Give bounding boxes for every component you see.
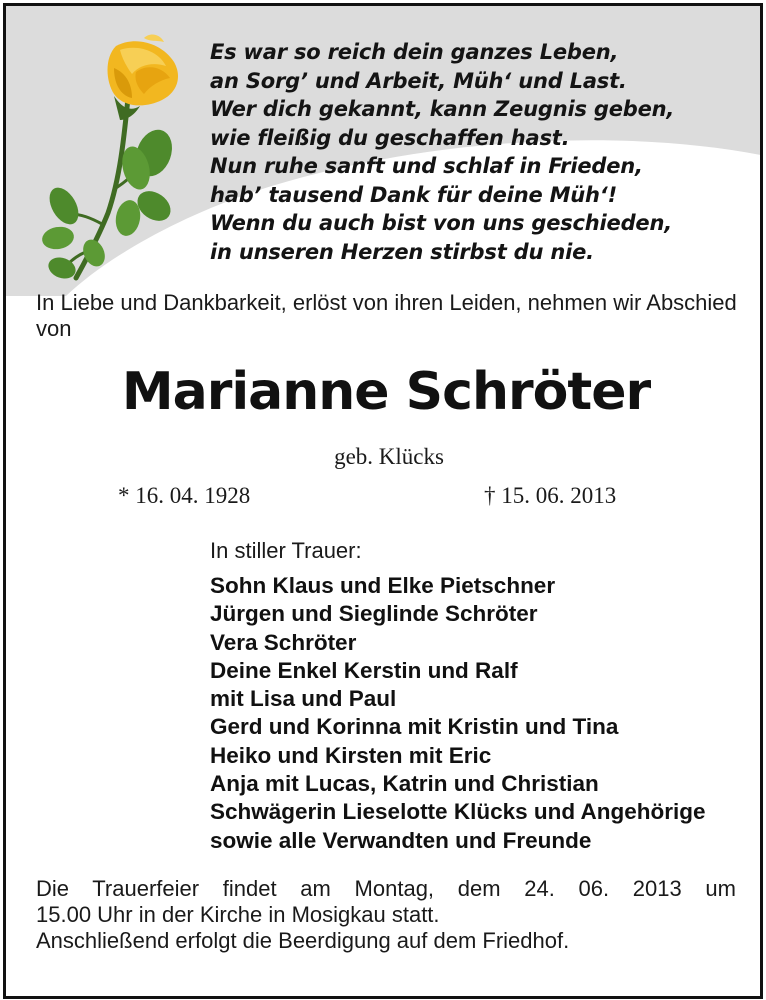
mourner-line: Sohn Klaus und Elke Pietschner: [210, 573, 556, 598]
memorial-poem: [210, 38, 674, 266]
mourner-line: mit Lisa und Paul: [210, 686, 397, 712]
mourner-line: Deine Enkel Kerstin und Ralf: [210, 657, 518, 683]
poem-line: hab’ tausend Dank für deine Müh‘!: [210, 182, 617, 207]
rose-icon: [36, 28, 186, 283]
mourners-intro: In stiller Trauer:: [210, 538, 362, 563]
mourner-line: Anja mit Lucas, Katrin und Christian: [210, 771, 599, 797]
mourner-line: Heiko und Kirsten mit Eric: [210, 742, 492, 768]
birth-date: * 16. 04. 1928: [118, 483, 251, 508]
deceased-name: Marianne Schröter: [121, 362, 651, 422]
mourner-line: Jürgen und Sieglinde Schröter: [210, 601, 538, 627]
poem-line: Es war so reich dein ganzes Leben,: [210, 40, 619, 64]
intro-text: In Liebe und Dankbarkeit, erlöst von ihren Leiden, nehmen wir Abschied von: [36, 290, 737, 341]
mourner-line: Schwägerin Lieselotte Klücks und Angehörige: [210, 799, 706, 825]
death-date: † 15. 06. 2013: [484, 483, 617, 508]
mourners-list: [210, 572, 706, 855]
mourner-line: Gerd und Korinna mit Kristin und Tina: [210, 714, 619, 740]
maiden-name: geb. Klücks: [334, 444, 444, 469]
poem-line: an Sorg’ und Arbeit, Müh‘ und Last.: [210, 68, 627, 93]
poem-line: Nun ruhe sanft und schlaf in Frieden,: [210, 154, 643, 178]
funeral-announcement: [36, 876, 736, 954]
funeral-line: Die Trauerfeier findet am Montag, dem 24. 06. 2013 um: [36, 876, 736, 901]
mourner-line: Vera Schröter: [210, 629, 357, 655]
funeral-line: 15.00 Uhr in der Kirche in Mosigkau statt.: [36, 902, 440, 927]
poem-line: Wer dich gekannt, kann Zeugnis geben,: [210, 97, 675, 121]
poem-line: in unseren Herzen stirbst du nie.: [210, 239, 594, 264]
funeral-line: Anschließend erfolgt die Beerdigung auf dem Friedhof.: [36, 928, 570, 953]
mourner-line: sowie alle Verwandten und Freunde: [210, 827, 592, 853]
poem-line: wie fleißig du geschaffen hast.: [210, 125, 570, 150]
poem-line: Wenn du auch bist von uns geschieden,: [210, 211, 672, 235]
obituary-notice: [3, 3, 763, 999]
